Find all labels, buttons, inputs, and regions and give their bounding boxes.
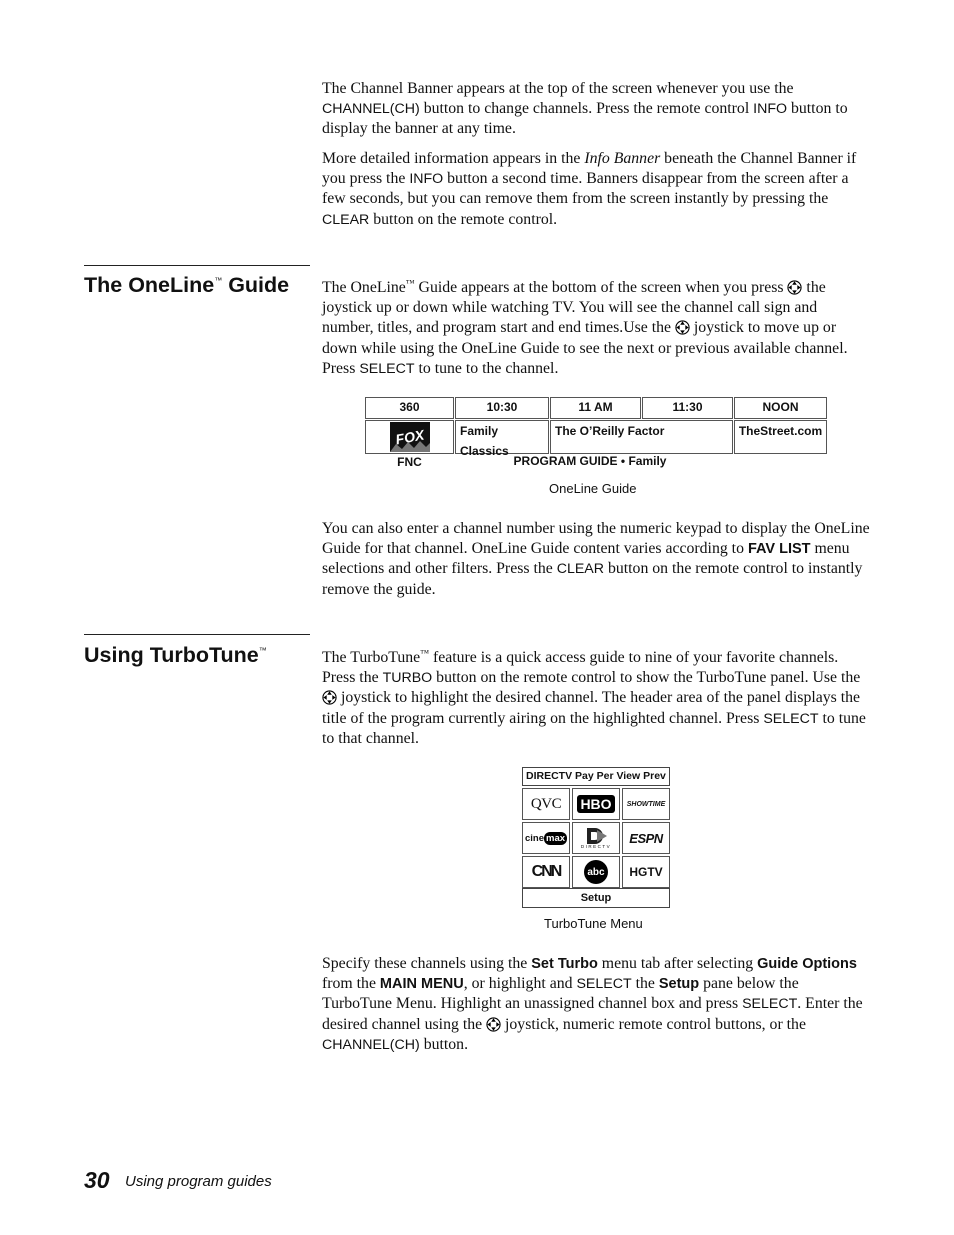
program-cell: Family Classics	[455, 420, 549, 454]
svg-text:FOX: FOX	[394, 426, 426, 448]
info-banner-term: Info Banner	[584, 150, 661, 167]
time-slot: 11 AM	[550, 397, 641, 419]
program-cell: The O’Reilly Factor	[550, 420, 733, 454]
espn-logo-icon: ESPN	[629, 830, 663, 846]
turbotune-paragraph-1: The TurboTune™ feature is a quick access guide to nine of your favorite channels. Press the TURBO button on the remote control to show the TurboTune panel. Use the joystick to highlight the desired channel. The header area of the panel displays the title of the program currently airing on the highlighted channel. Press SELECT to tune to that channel.	[322, 648, 866, 747]
setup-label: Setup	[658, 976, 700, 993]
turbotune-caption: TurboTune Menu	[544, 916, 643, 931]
hgtv-logo-icon: HGTV	[629, 865, 663, 879]
call-sign: FNC	[397, 455, 422, 469]
channel-key-label: CHANNEL(CH)	[322, 1036, 420, 1053]
channel-tile-cinemax	[522, 822, 570, 854]
abc-logo-icon: abc	[584, 860, 608, 884]
select-key-label: SELECT	[763, 710, 819, 727]
cinemax-logo-icon: cine max	[524, 832, 566, 844]
channel-tile-hgtv	[622, 856, 670, 888]
channel-key-label: CHANNEL(CH)	[322, 101, 420, 118]
channel-tile-directv: DIRECTV	[572, 822, 620, 854]
guide-footer: PROGRAM GUIDE • Family	[513, 454, 667, 468]
guide-options-label: Guide Options	[757, 956, 857, 972]
cnn-logo-icon: CNN	[531, 863, 561, 880]
select-key-label: SELECT	[742, 996, 798, 1013]
turbotune-paragraph-2: Specify these channels using the Set Turbo menu tab after selecting Guide Options from the MAIN MENU, or highlight and SELECT the Setup pane below the TurboTune Menu. Highlight an unassigned channel box and press SELECT. Enter the desired channel using the joystick, numeric remote control buttons, or the CHANNEL(CH) button.	[322, 955, 863, 1053]
joystick-icon	[322, 690, 337, 705]
select-key-label: SELECT	[359, 360, 415, 377]
intro-paragraph-2: More detailed information appears in the Info Banner beneath the Channel Banner if you press the INFO button a second time. Banners disappear from the screen after a few seconds, but you can remove them from the screen instantly by pressing the CLEAR button on the remote control.	[322, 150, 857, 228]
section-rule	[84, 265, 310, 266]
turbotune-channel-grid	[522, 788, 670, 888]
channel-tile-cnn	[522, 856, 570, 888]
turbo-key-label: TURBO	[382, 670, 433, 687]
setup-pane: Setup	[522, 888, 670, 908]
fav-list-label: FAV LIST	[747, 541, 811, 558]
main-menu-label: MAIN MENU	[379, 976, 464, 993]
section-rule	[84, 634, 310, 635]
channel-tile-espn	[622, 822, 670, 854]
showtime-logo-icon: SHOWTIME	[626, 800, 666, 808]
program-cell: TheStreet.com	[734, 420, 827, 454]
channel-tile-abc	[572, 856, 620, 888]
info-key-label: INFO	[753, 101, 788, 118]
channel-tile-hbo	[572, 788, 620, 820]
qvc-logo-icon: QVC	[530, 795, 562, 812]
hbo-logo-icon: HBO	[577, 795, 614, 813]
time-slot: NOON	[734, 397, 827, 419]
channel-tile-showtime	[622, 788, 670, 820]
turbotune-header: DIRECTV Pay Per View Prev	[522, 767, 670, 786]
oneline-caption: OneLine Guide	[549, 481, 637, 496]
clear-key-label: CLEAR	[556, 561, 605, 578]
joystick-icon	[675, 320, 690, 335]
directv-logo-icon	[583, 827, 609, 845]
joystick-icon	[787, 280, 802, 295]
time-slot: 10:30	[455, 397, 549, 419]
joystick-icon	[486, 1017, 501, 1032]
section-footer: Using program guides	[125, 1173, 272, 1190]
select-key-label: SELECT	[576, 976, 632, 993]
clear-key-label: CLEAR	[322, 211, 370, 228]
channel-tile-qvc	[522, 788, 570, 820]
intro-paragraph-1: The Channel Banner appears at the top of the screen whenever you use the CHANNEL(CH) button to change channels. Press the remote control INFO button to display the banner at any time.	[322, 80, 848, 138]
oneline-paragraph-1: The OneLine™ Guide appears at the bottom of the screen when you press the joystick up or down while watching TV. You will see the channel call sign and number, titles, and program start and end times.Use the joystick to move up or down while using the OneLine Guide to see the next or previous available channel. Press SELECT to tune to the channel.	[322, 278, 848, 377]
fox-logo-icon	[390, 422, 430, 452]
page-number: 30	[84, 1167, 110, 1193]
set-turbo-label: Set Turbo	[531, 956, 598, 972]
info-key-label: INFO	[409, 171, 444, 188]
time-slot: 11:30	[642, 397, 733, 419]
channel-logo-cell	[365, 420, 454, 454]
turbotune-heading: Using TurboTune™	[84, 643, 267, 667]
oneline-heading: The OneLine™ Guide	[84, 273, 290, 297]
channel-number-cell: 360	[365, 397, 454, 419]
oneline-paragraph-2: You can also enter a channel number using the numeric keypad to display the OneLine Guide for that channel. OneLine Guide content varies according to FAV LIST menu selections and other filters. Press the CLEAR button on the remote control to instantly remove the guide.	[322, 520, 870, 598]
